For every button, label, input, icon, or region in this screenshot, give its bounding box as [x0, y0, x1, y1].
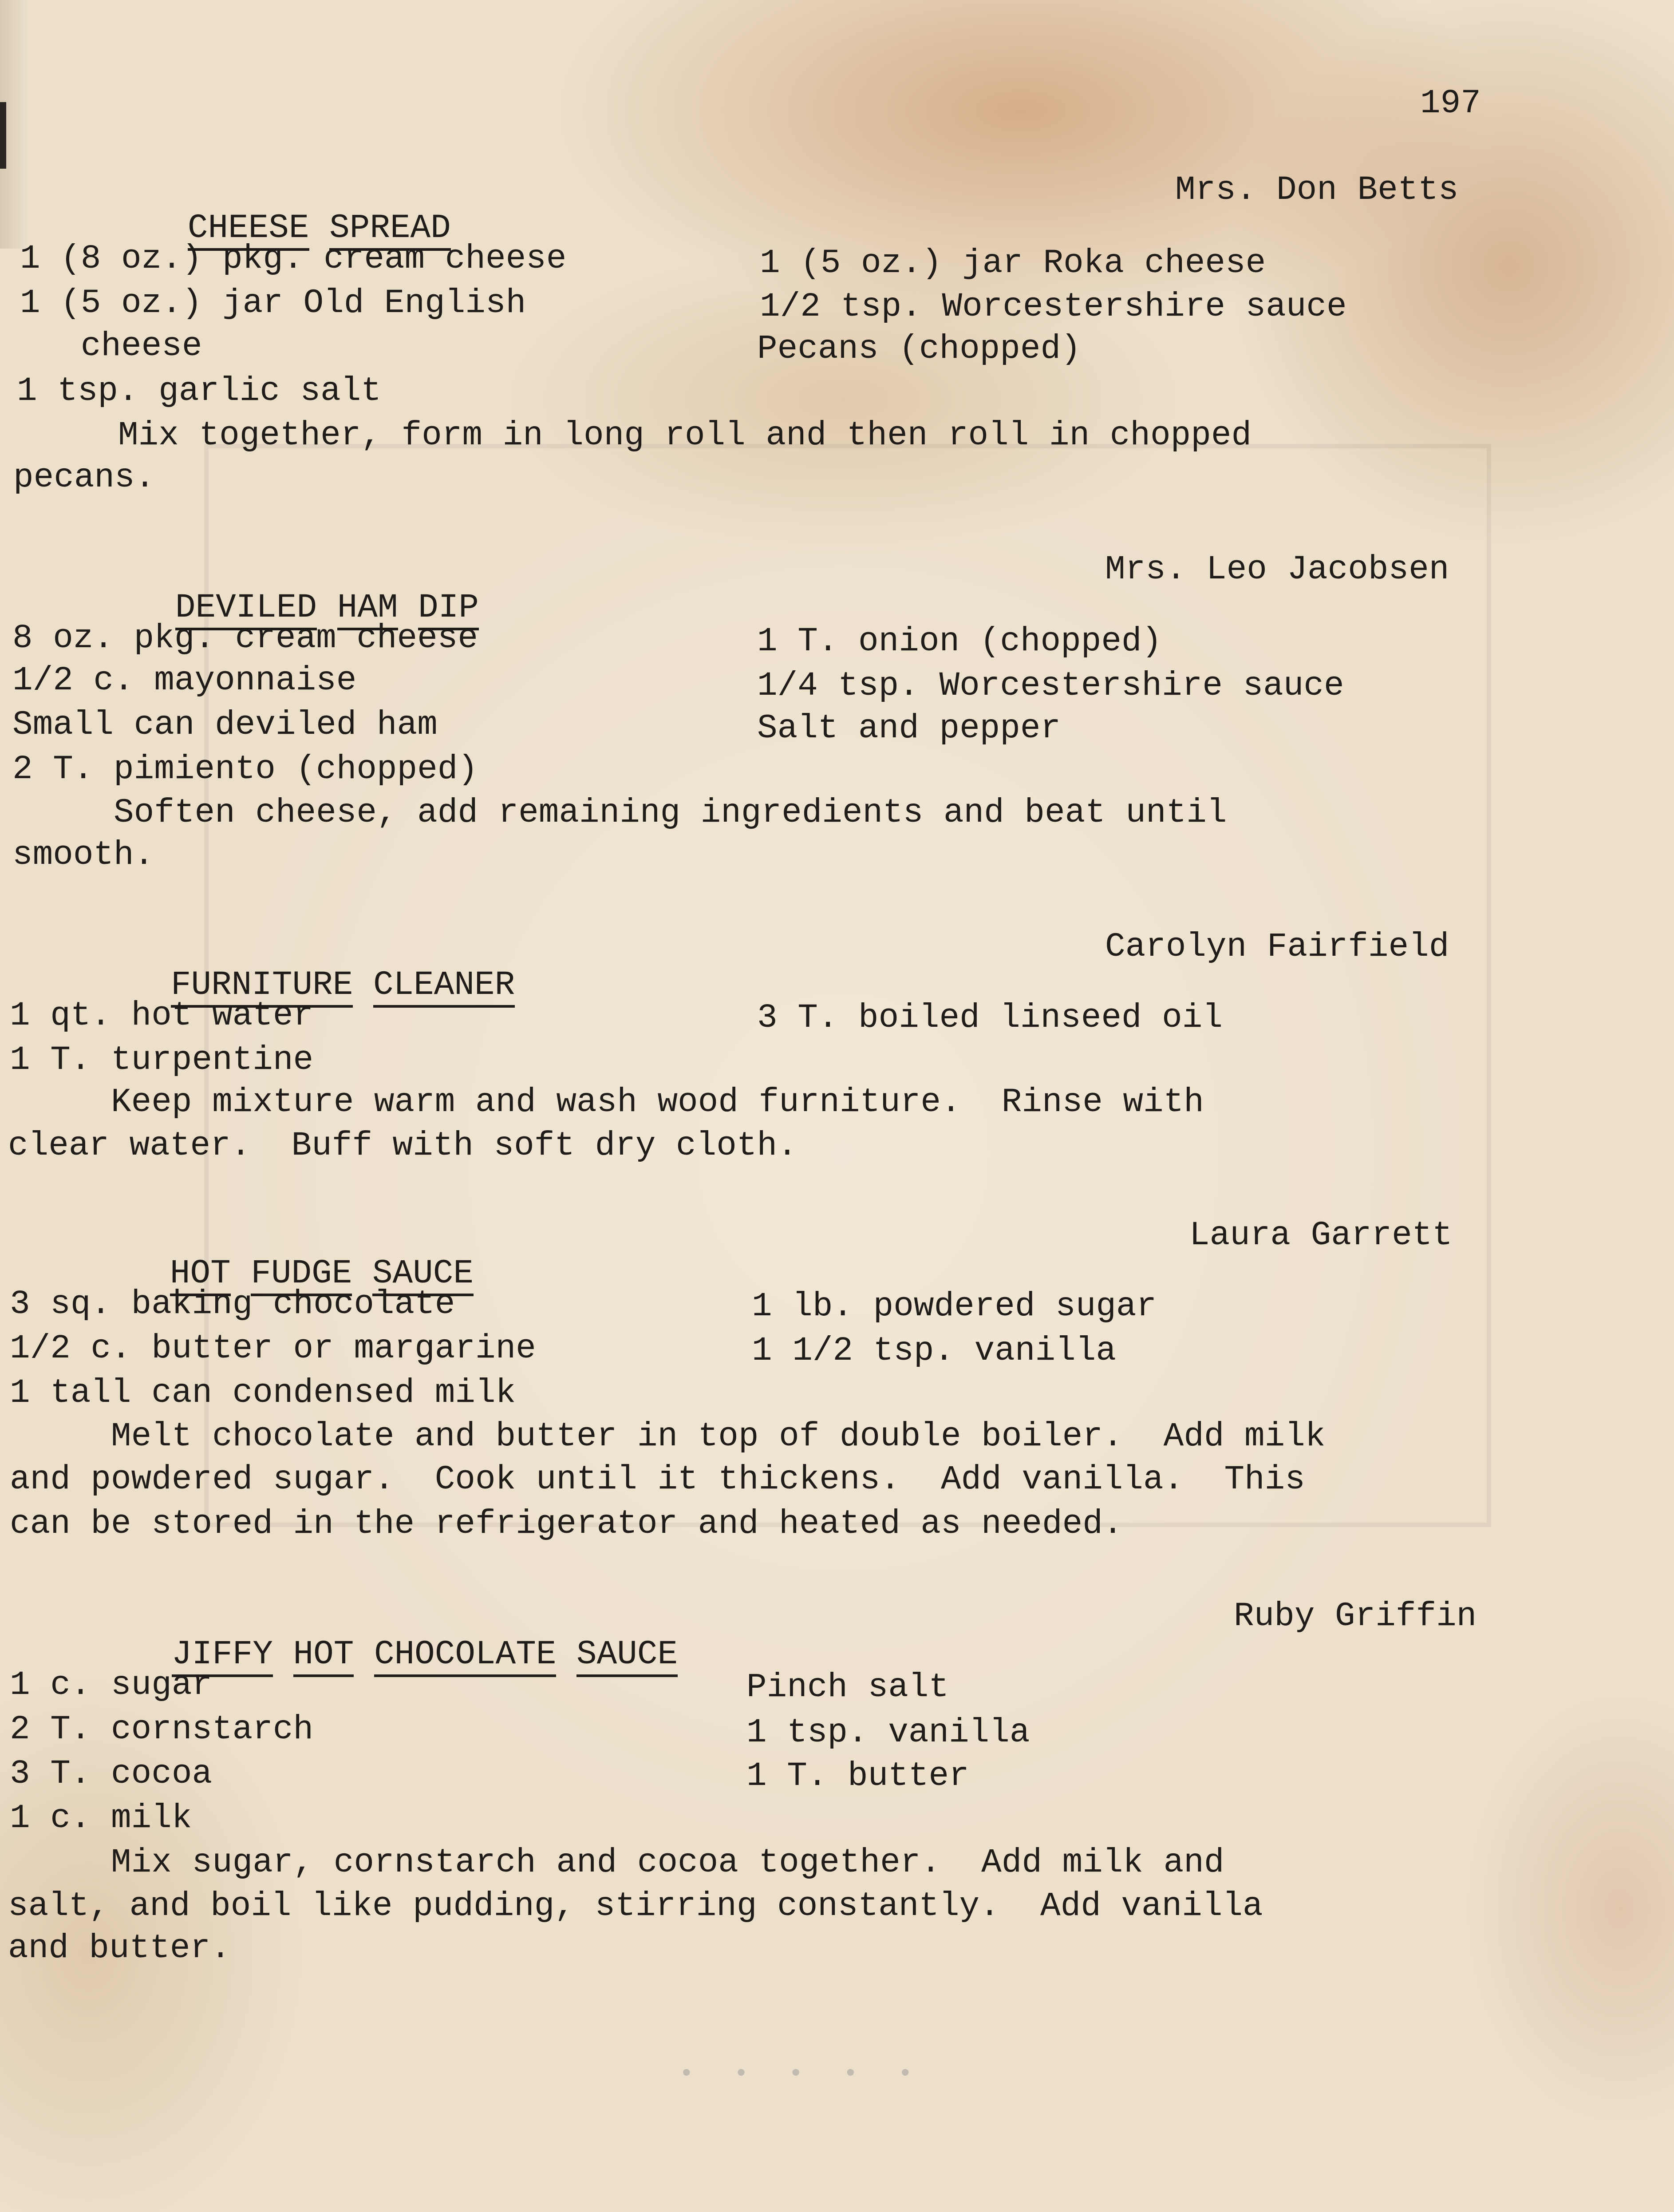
recipe-title-row [0, 171, 1674, 247]
ingredient-left: 2 T. pimiento (chopped) [12, 750, 478, 788]
recipe-credit: Laura Garrett [1189, 1216, 1453, 1254]
recipe-credit: Carolyn Fairfield [1105, 928, 1449, 966]
title-word: HOT [293, 1635, 354, 1677]
directions-line: salt, and boil like pudding, stirring constantly. Add vanilla [8, 1887, 1263, 1925]
ingredient-left: 3 T. cocoa [10, 1755, 213, 1793]
recipe-credit: Ruby Griffin [1234, 1597, 1477, 1635]
ingredient-left: 8 oz. pkg. cream cheese [12, 619, 478, 657]
ingredient-right: Pecans (chopped) [757, 330, 1081, 368]
title-word: SAUCE [372, 1254, 474, 1296]
ingredient-right: Pinch salt [746, 1668, 949, 1706]
ingredient-right: 1 T. onion (chopped) [757, 622, 1162, 661]
recipe-title-row [0, 1597, 1674, 1674]
ingredient-left: Small can deviled ham [12, 706, 438, 744]
title-word: FURNITURE [171, 966, 353, 1008]
ingredient-right: 3 T. boiled linseed oil [757, 999, 1223, 1037]
directions-line: Keep mixture warm and wash wood furniture. Rinse with [10, 1083, 1204, 1121]
ingredient-right: 1 lb. powdered sugar [752, 1287, 1157, 1326]
title-word: CHEESE [188, 209, 309, 251]
recipe-title-row [0, 928, 1674, 1004]
ingredient-left: 1 c. sugar [10, 1666, 213, 1704]
recipe-title-row [0, 550, 1674, 627]
ingredient-right: 1/2 tsp. Worcestershire sauce [760, 288, 1347, 326]
title-word: SAUCE [576, 1635, 678, 1677]
ingredient-left: 1 (8 oz.) pkg. cream cheese [20, 240, 567, 278]
directions-line: Mix together, form in long roll and then roll in chopped [17, 416, 1252, 455]
ingredient-left: cheese [20, 327, 202, 365]
ingredient-left: 1 c. milk [10, 1799, 192, 1837]
directions-line: Melt chocolate and butter in top of double boiler. Add milk [10, 1417, 1326, 1456]
directions-line: pecans. [13, 459, 155, 497]
title-word: HOT [170, 1254, 231, 1296]
directions-line: Mix sugar, cornstarch and cocoa together. Add milk and [10, 1844, 1224, 1882]
directions-line: and butter. [8, 1929, 231, 1967]
title-word: HAM [337, 589, 398, 630]
ingredient-right: 1 1/2 tsp. vanilla [752, 1332, 1116, 1370]
title-word: CLEANER [373, 966, 515, 1008]
page-number: 197 [1420, 84, 1481, 123]
ingredient-left: 1/2 c. mayonnaise [12, 661, 357, 700]
ingredient-left: 1 tall can condensed milk [10, 1374, 516, 1412]
ingredient-right: 1 (5 oz.) jar Roka cheese [760, 244, 1266, 282]
recipe-credit: Mrs. Don Betts [1175, 171, 1459, 209]
title-word: SPREAD [329, 209, 451, 251]
directions-line: Soften cheese, add remaining ingredients and beat until [12, 794, 1227, 832]
title-word: CHOCOLATE [374, 1635, 556, 1677]
ingredient-left: 2 T. cornstarch [10, 1710, 314, 1749]
directions-line: and powdered sugar. Cook until it thickens. Add vanilla. This [10, 1460, 1305, 1499]
directions-line: clear water. Buff with soft dry cloth. [8, 1127, 798, 1165]
title-word: JIFFY [172, 1635, 273, 1677]
title-word: FUDGE [251, 1254, 352, 1296]
footer-dots: • • • • • [679, 2060, 925, 2088]
recipe-credit: Mrs. Leo Jacobsen [1105, 550, 1449, 589]
directions-line: can be stored in the refrigerator and heated as needed. [10, 1505, 1123, 1543]
ingredient-right: 1 tsp. vanilla [746, 1713, 1030, 1752]
ingredient-left: 1 qt. hot water [10, 997, 314, 1035]
directions-line: smooth. [12, 836, 154, 874]
recipe-title-row [0, 1216, 1674, 1293]
ingredient-left: 1/2 c. butter or margarine [10, 1330, 536, 1368]
ingredient-left: 1 (5 oz.) jar Old English [20, 284, 526, 322]
ingredient-right: 1 T. butter [746, 1757, 969, 1795]
ingredient-right: 1/4 tsp. Worcestershire sauce [757, 667, 1344, 705]
ingredient-left: 1 T. turpentine [10, 1041, 314, 1079]
title-word: DIP [418, 589, 479, 630]
ingredient-right: Salt and pepper [757, 709, 1061, 748]
title-word: DEVILED [175, 589, 317, 630]
binding-mark [0, 102, 6, 169]
ingredient-left: 1 tsp. garlic salt [17, 372, 381, 410]
ingredient-left: 3 sq. baking chocolate [10, 1285, 455, 1323]
